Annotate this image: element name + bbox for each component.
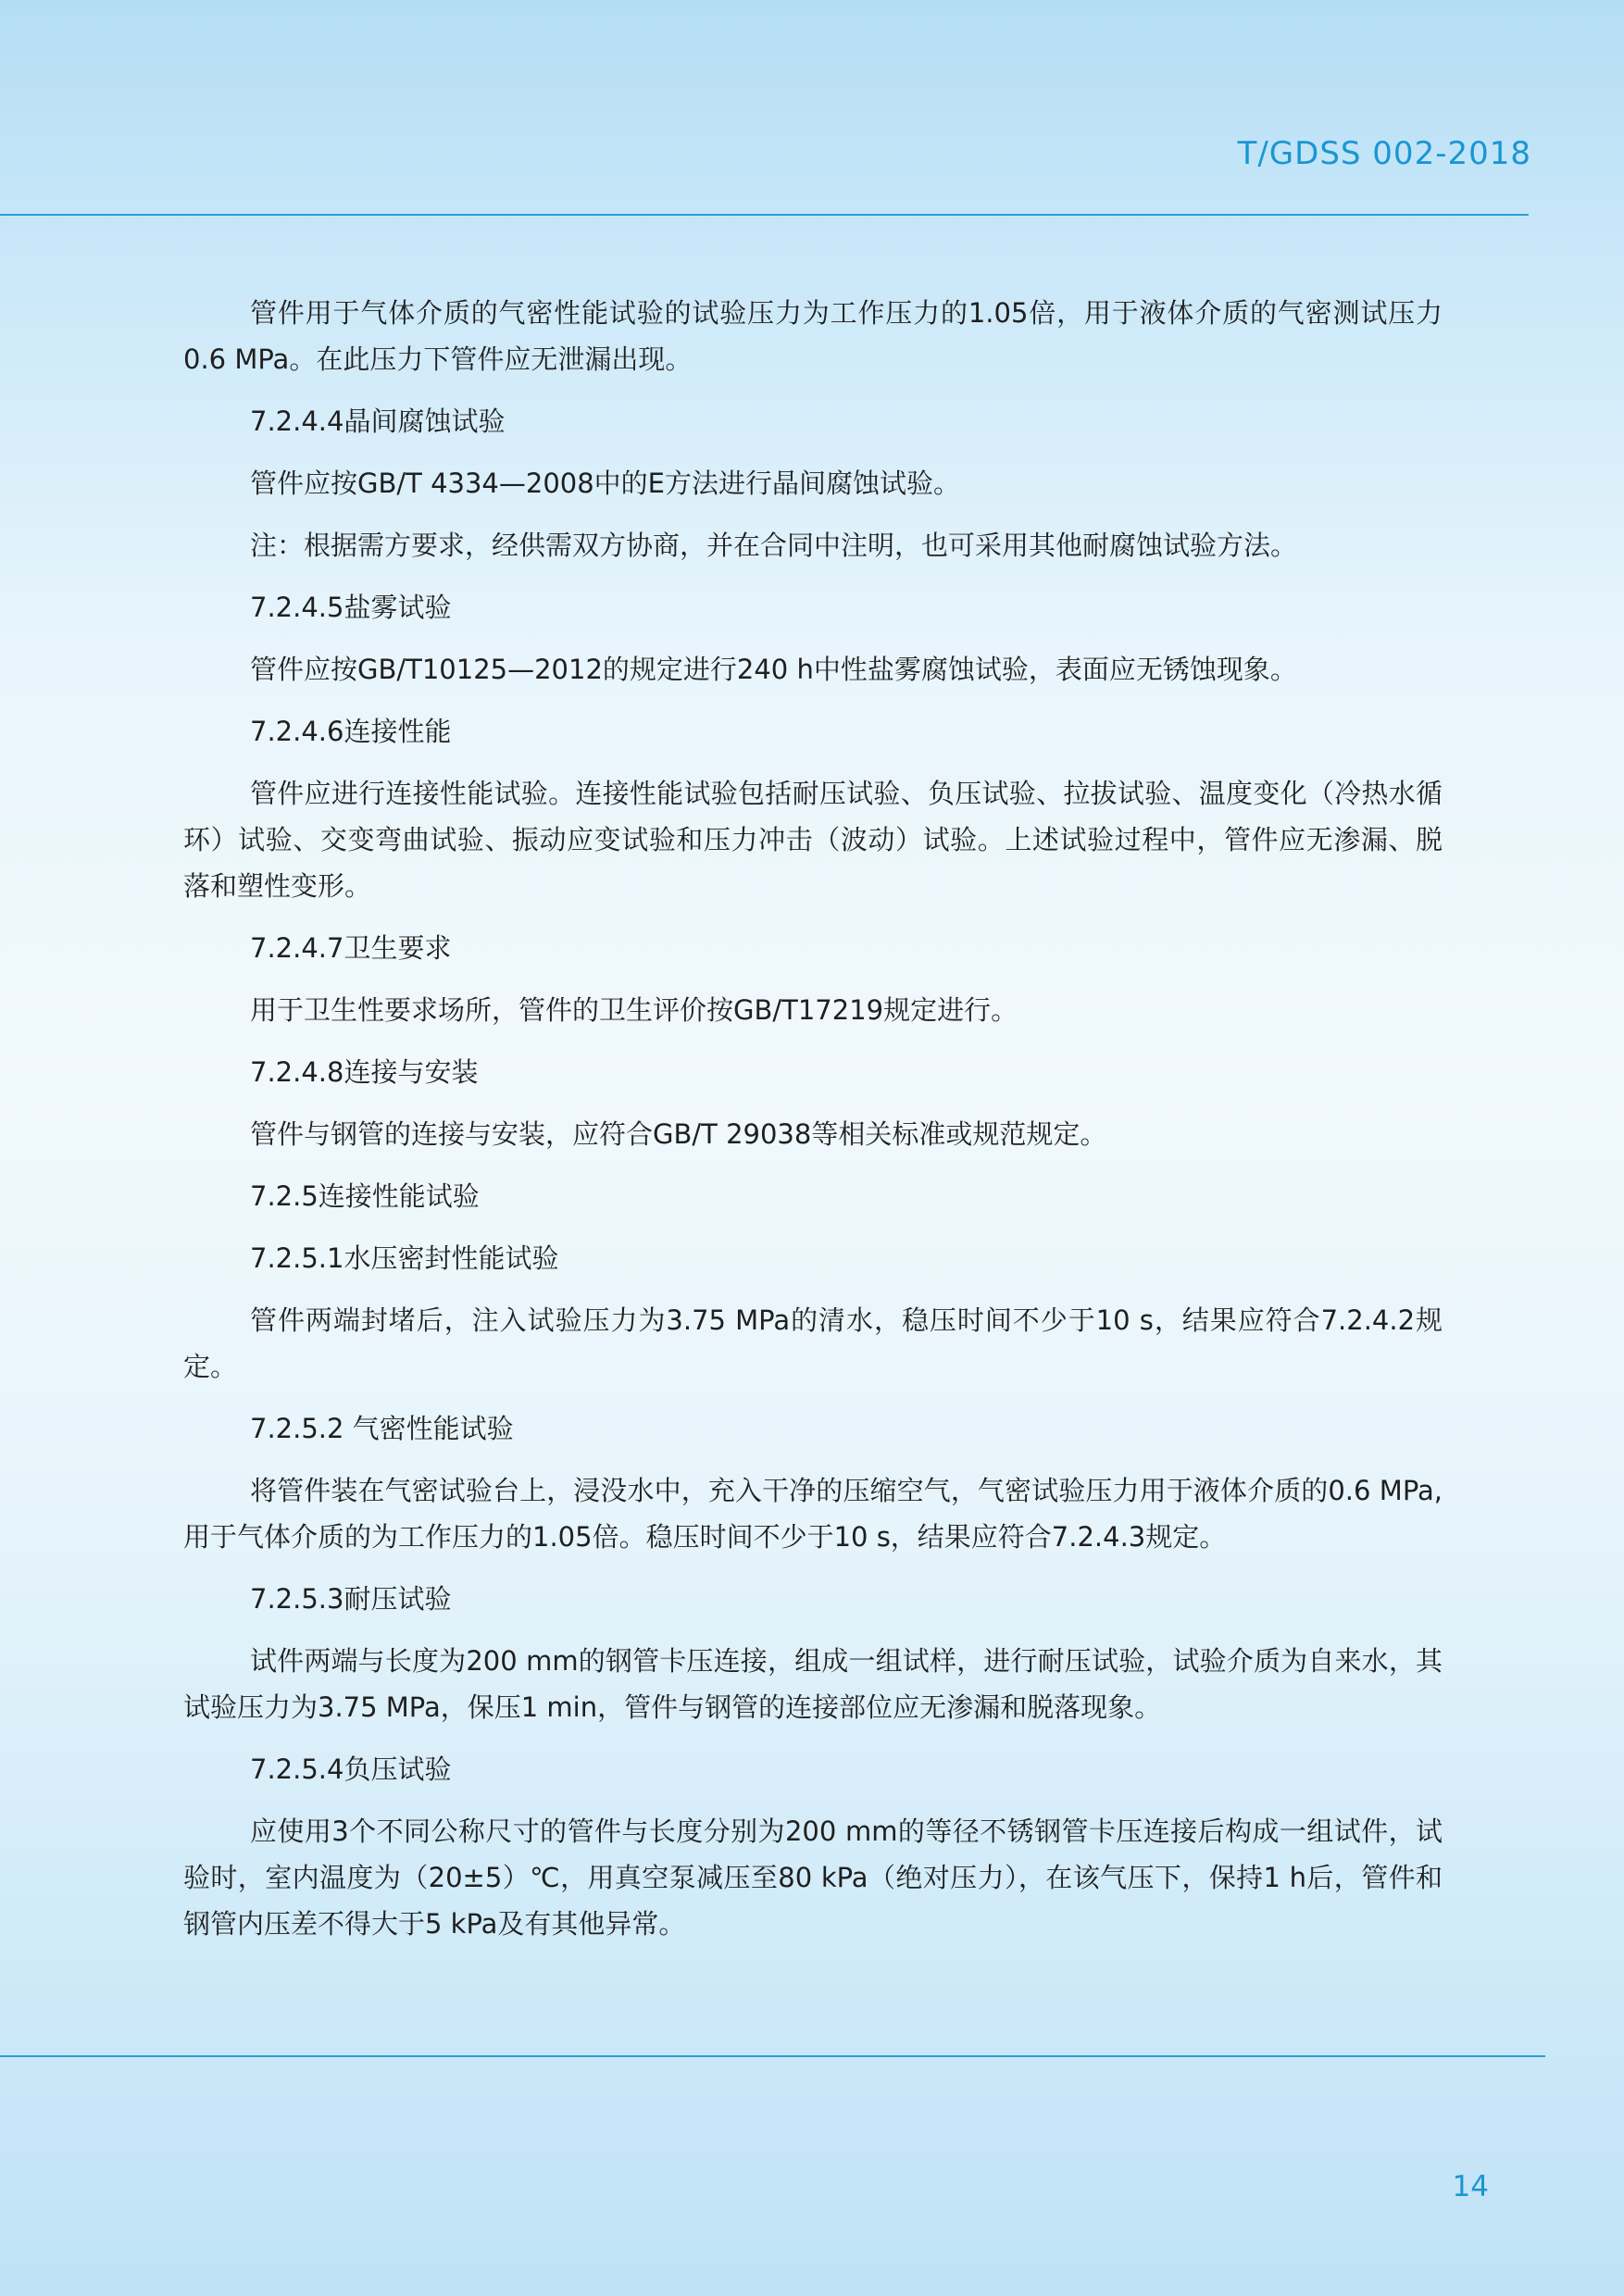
page-body	[183, 290, 1443, 1963]
section-heading: 7.2.4.4晶间腐蚀试验	[250, 406, 506, 437]
footer-divider	[0, 2055, 1545, 2057]
document-code: T/GDSS 002-2018	[1237, 135, 1531, 172]
note-paragraph: 注：根据需方要求，经供需双方协商，并在合同中注明，也可采用其他耐腐蚀试验方法。	[250, 530, 1298, 561]
page-number: 14	[1452, 2170, 1489, 2203]
section-heading: 7.2.5.1水压密封性能试验	[250, 1242, 559, 1274]
paragraph: 应使用3个不同公称尺寸的管件与长度分别为200 mm的等径不锈钢管卡压连接后构成一组试件，试验时，室内温度为（20±5）℃，用真空泵减压至80 kPa（绝对压力），在该气压下，保持1 h后，管件和钢管内压差不得大于5 kPa及有其他异常。	[183, 1816, 1443, 1940]
section-heading: 7.2.4.7卫生要求	[250, 932, 452, 964]
section-heading: 7.2.4.6连接性能	[250, 716, 452, 747]
section-heading: 7.2.5.3耐压试验	[250, 1583, 452, 1615]
paragraph: 管件应进行连接性能试验。连接性能试验包括耐压试验、负压试验、拉拔试验、温度变化（冷热水循环）试验、交变弯曲试验、振动应变试验和压力冲击（波动）试验。上述试验过程中，管件应无渗漏、脱落和塑性变形。	[183, 778, 1443, 902]
section-heading: 7.2.5.2 气密性能试验	[250, 1413, 514, 1444]
paragraph: 将管件装在气密试验台上，浸没水中，充入干净的压缩空气，气密试验压力用于液体介质的0.6 MPa,用于气体介质的为工作压力的1.05倍。稳压时间不少于10 s，结果应符合7.2.4.3规定。	[183, 1475, 1443, 1553]
section-heading: 7.2.4.8连接与安装	[250, 1056, 479, 1088]
section-heading: 7.2.5.4负压试验	[250, 1753, 452, 1785]
paragraph: 管件应按GB/T 4334—2008中的E方法进行晶间腐蚀试验。	[250, 468, 960, 499]
header-divider	[0, 214, 1529, 216]
paragraph: 管件两端封堵后，注入试验压力为3.75 MPa的清水，稳压时间不少于10 s，结果应符合7.2.4.2规定。	[183, 1304, 1443, 1382]
paragraph: 试件两端与长度为200 mm的钢管卡压连接，组成一组试样，进行耐压试验，试验介质为自来水，其试验压力为3.75 MPa，保压1 min，管件与钢管的连接部位应无渗漏和脱落现象。	[183, 1645, 1443, 1723]
section-heading: 7.2.4.5盐雾试验	[250, 592, 452, 623]
paragraph: 管件用于气体介质的气密性能试验的试验压力为工作压力的1.05倍，用于液体介质的气密测试压力0.6 MPa。在此压力下管件应无泄漏出现。	[183, 297, 1443, 375]
paragraph: 管件与钢管的连接与安装，应符合GB/T 29038等相关标准或规范规定。	[250, 1118, 1107, 1150]
section-heading: 7.2.5连接性能试验	[250, 1180, 480, 1212]
paragraph: 管件应按GB/T10125—2012的规定进行240 h中性盐雾腐蚀试验，表面应无锈蚀现象。	[250, 654, 1297, 685]
paragraph: 用于卫生性要求场所，管件的卫生评价按GB/T17219规定进行。	[250, 994, 1018, 1026]
